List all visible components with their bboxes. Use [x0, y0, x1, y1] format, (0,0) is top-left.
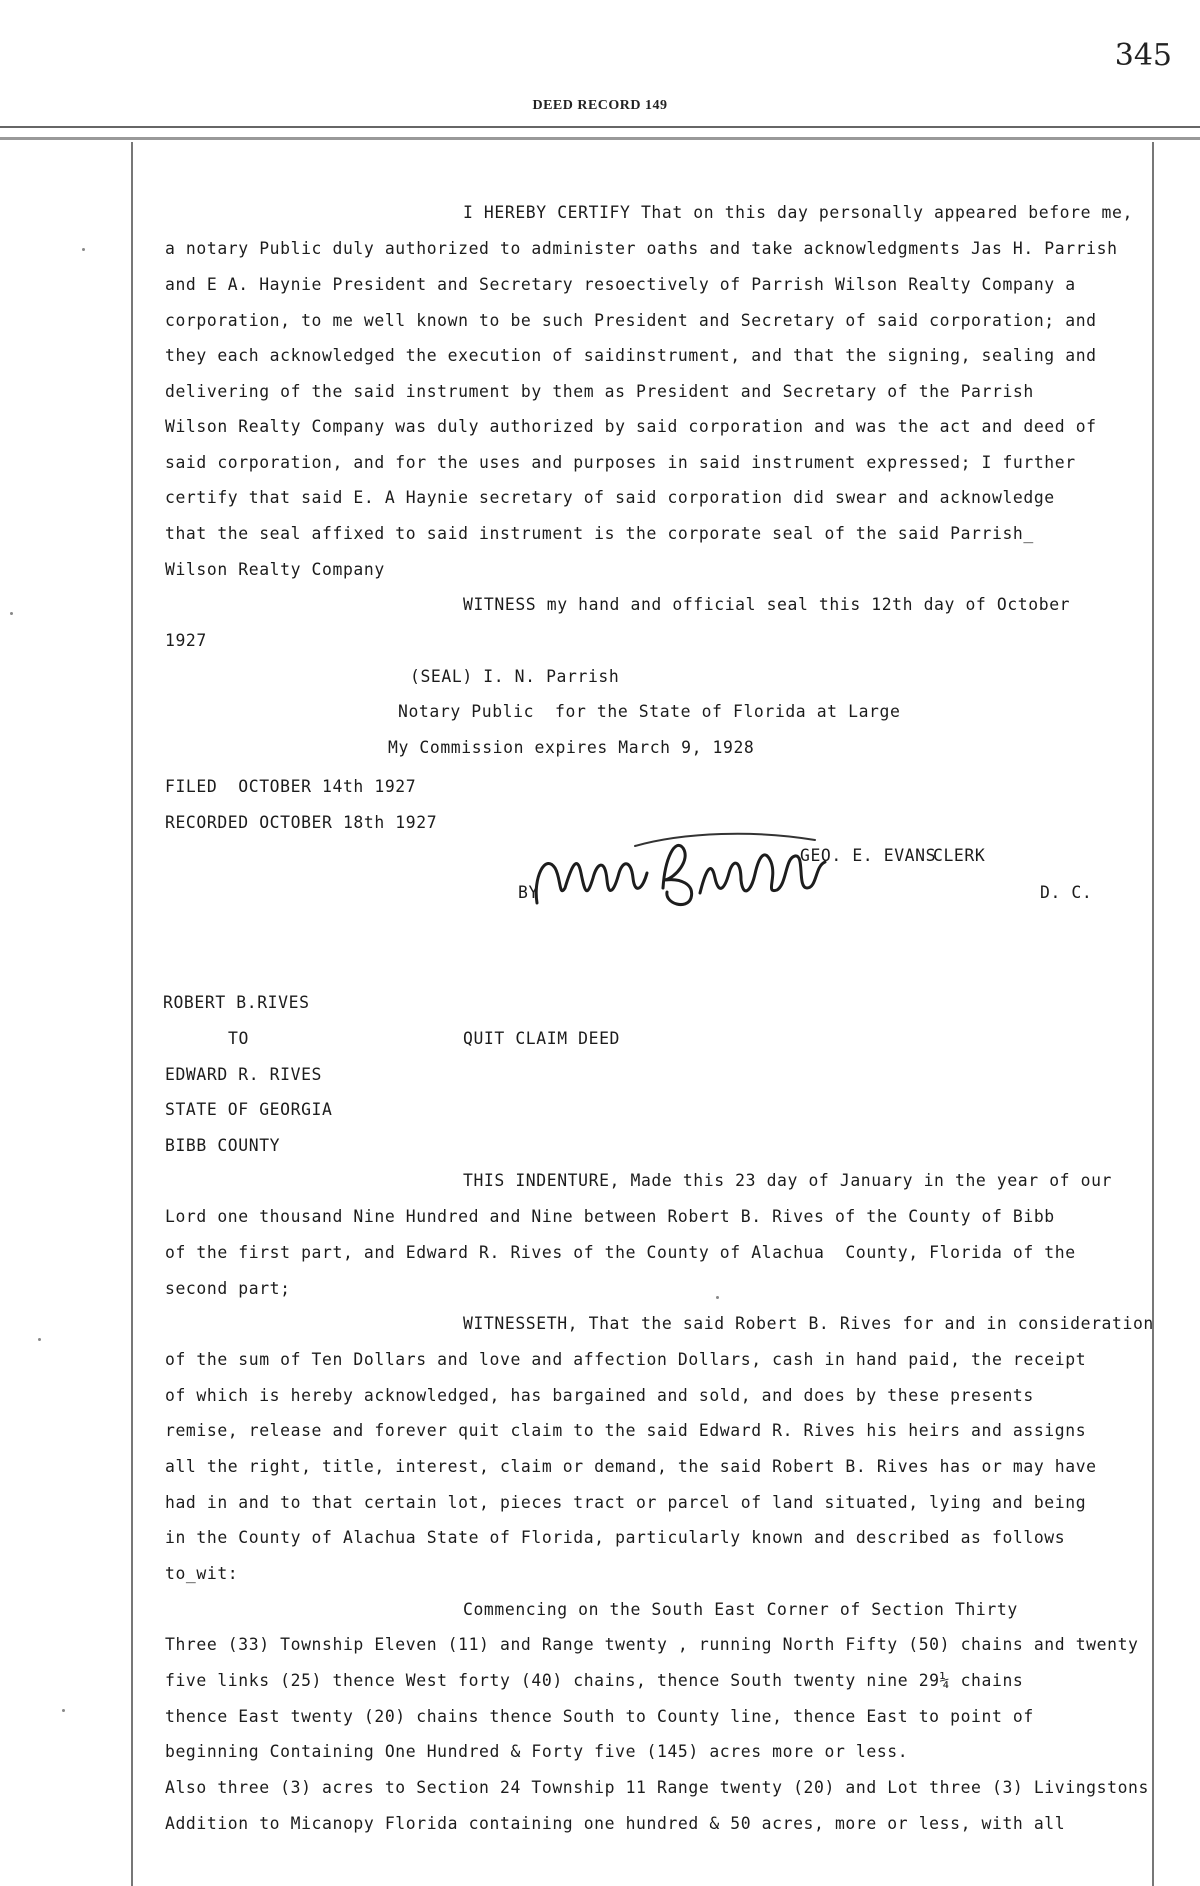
deed-line: to_wit:: [165, 1564, 239, 1583]
notary-seal-name: (SEAL) I. N. Parrish: [410, 667, 620, 686]
certificate-line: they each acknowledged the execution of saidinstrument, and that the signing, sealing and: [165, 346, 1097, 365]
to-label: TO: [228, 1029, 249, 1048]
witness-year: 1927: [165, 631, 207, 650]
deed-line: Three (33) Township Eleven (11) and Range twenty , running North Fifty (50) chains and twenty: [165, 1635, 1139, 1654]
left-margin-line: [131, 142, 133, 1886]
deed-line: of which is hereby acknowledged, has bargained and sold, and does by these presents: [165, 1386, 1034, 1405]
deed-line: all the right, title, interest, claim or demand, the said Robert B. Rives has or may have: [165, 1457, 1097, 1476]
deed-line: of the sum of Ten Dollars and love and affection Dollars, cash in hand paid, the receipt: [165, 1350, 1087, 1369]
notary-title: Notary Public for the State of Florida at Large: [398, 702, 901, 721]
scan-speck: [62, 1709, 65, 1712]
scan-speck: [10, 612, 13, 615]
record-title: DEED RECORD 149: [532, 98, 668, 113]
filed-date: FILED OCTOBER 14th 1927: [165, 777, 417, 796]
deed-line: remise, release and forever quit claim to the said Edward R. Rives his heirs and assigns: [165, 1421, 1087, 1440]
clerk-title: CLERK: [933, 846, 986, 865]
witness-line: WITNESS my hand and official seal this 12th day of October: [463, 595, 1071, 614]
deed-type: QUIT CLAIM DEED: [463, 1029, 621, 1048]
right-margin-line: [1152, 142, 1154, 1886]
scan-speck: [82, 248, 85, 251]
deed-line: Commencing on the South East Corner of Section Thirty: [463, 1600, 1018, 1619]
grantee-name: EDWARD R. RIVES: [165, 1065, 323, 1084]
deed-line: beginning Containing One Hundred & Forty five (145) acres more or less.: [165, 1742, 909, 1761]
grantor-name: ROBERT B.RIVES: [163, 993, 310, 1012]
deed-line: second part;: [165, 1279, 291, 1298]
state-label: STATE OF GEORGIA: [165, 1100, 333, 1119]
deputy-clerk-signature: [515, 818, 845, 918]
deputy-clerk-label: D. C.: [1040, 883, 1093, 902]
recorded-date: RECORDED OCTOBER 18th 1927: [165, 813, 438, 832]
certificate-line: and E A. Haynie President and Secretary resoectively of Parrish Wilson Realty Company a: [165, 275, 1076, 294]
certificate-line: said corporation, and for the uses and purposes in said instrument expressed; I further: [165, 453, 1076, 472]
deed-line: had in and to that certain lot, pieces tract or parcel of land situated, lying and being: [165, 1493, 1087, 1512]
certificate-line: Wilson Realty Company: [165, 560, 385, 579]
certificate-line: Wilson Realty Company was duly authorized by said corporation and was the act and deed of: [165, 417, 1097, 436]
deed-line: Lord one thousand Nine Hundred and Nine between Robert B. Rives of the County of Bibb: [165, 1207, 1055, 1226]
county-label: BIBB COUNTY: [165, 1136, 281, 1155]
commission-expiry: My Commission expires March 9, 1928: [388, 738, 755, 757]
certificate-line: a notary Public duly authorized to administer oaths and take acknowledgments Jas H. Parrish: [165, 239, 1118, 258]
deed-line: of the first part, and Edward R. Rives of the County of Alachua County, Florida of the: [165, 1243, 1076, 1262]
deed-line: THIS INDENTURE, Made this 23 day of January in the year of our: [463, 1171, 1113, 1190]
header-rule-bottom: [0, 137, 1200, 140]
certificate-line: certify that said E. A Haynie secretary of said corporation did swear and acknowledge: [165, 488, 1055, 507]
scan-speck: [716, 1296, 719, 1299]
certificate-line: I HEREBY CERTIFY That on this day personally appeared before me,: [463, 203, 1133, 222]
deed-line: Also three (3) acres to Section 24 Township 11 Range twenty (20) and Lot three (3) Livingstons: [165, 1778, 1149, 1797]
clerk-name: GEO. E. EVANS: [800, 846, 937, 865]
certificate-line: delivering of the said instrument by them as President and Secretary of the Parrish: [165, 382, 1034, 401]
by-label: BY: [518, 883, 539, 902]
deed-line: in the County of Alachua State of Florida, particularly known and described as follows: [165, 1528, 1066, 1547]
certificate-line: that the seal affixed to said instrument is the corporate seal of the said Parrish_: [165, 524, 1034, 543]
deed-line: Addition to Micanopy Florida containing one hundred & 50 acres, more or less, with all: [165, 1814, 1066, 1833]
page-number: 345: [1114, 38, 1172, 73]
deed-line: five links (25) thence West forty (40) chains, thence South twenty nine 29¼ chains: [165, 1671, 1024, 1690]
scan-speck: [38, 1338, 41, 1341]
header-rule-top: [0, 126, 1200, 128]
certificate-line: corporation, to me well known to be such President and Secretary of said corporation; and: [165, 311, 1097, 330]
deed-line: WITNESSETH, That the said Robert B. Rives for and in consideration: [463, 1314, 1154, 1333]
deed-line: thence East twenty (20) chains thence South to County line, thence East to point of: [165, 1707, 1034, 1726]
